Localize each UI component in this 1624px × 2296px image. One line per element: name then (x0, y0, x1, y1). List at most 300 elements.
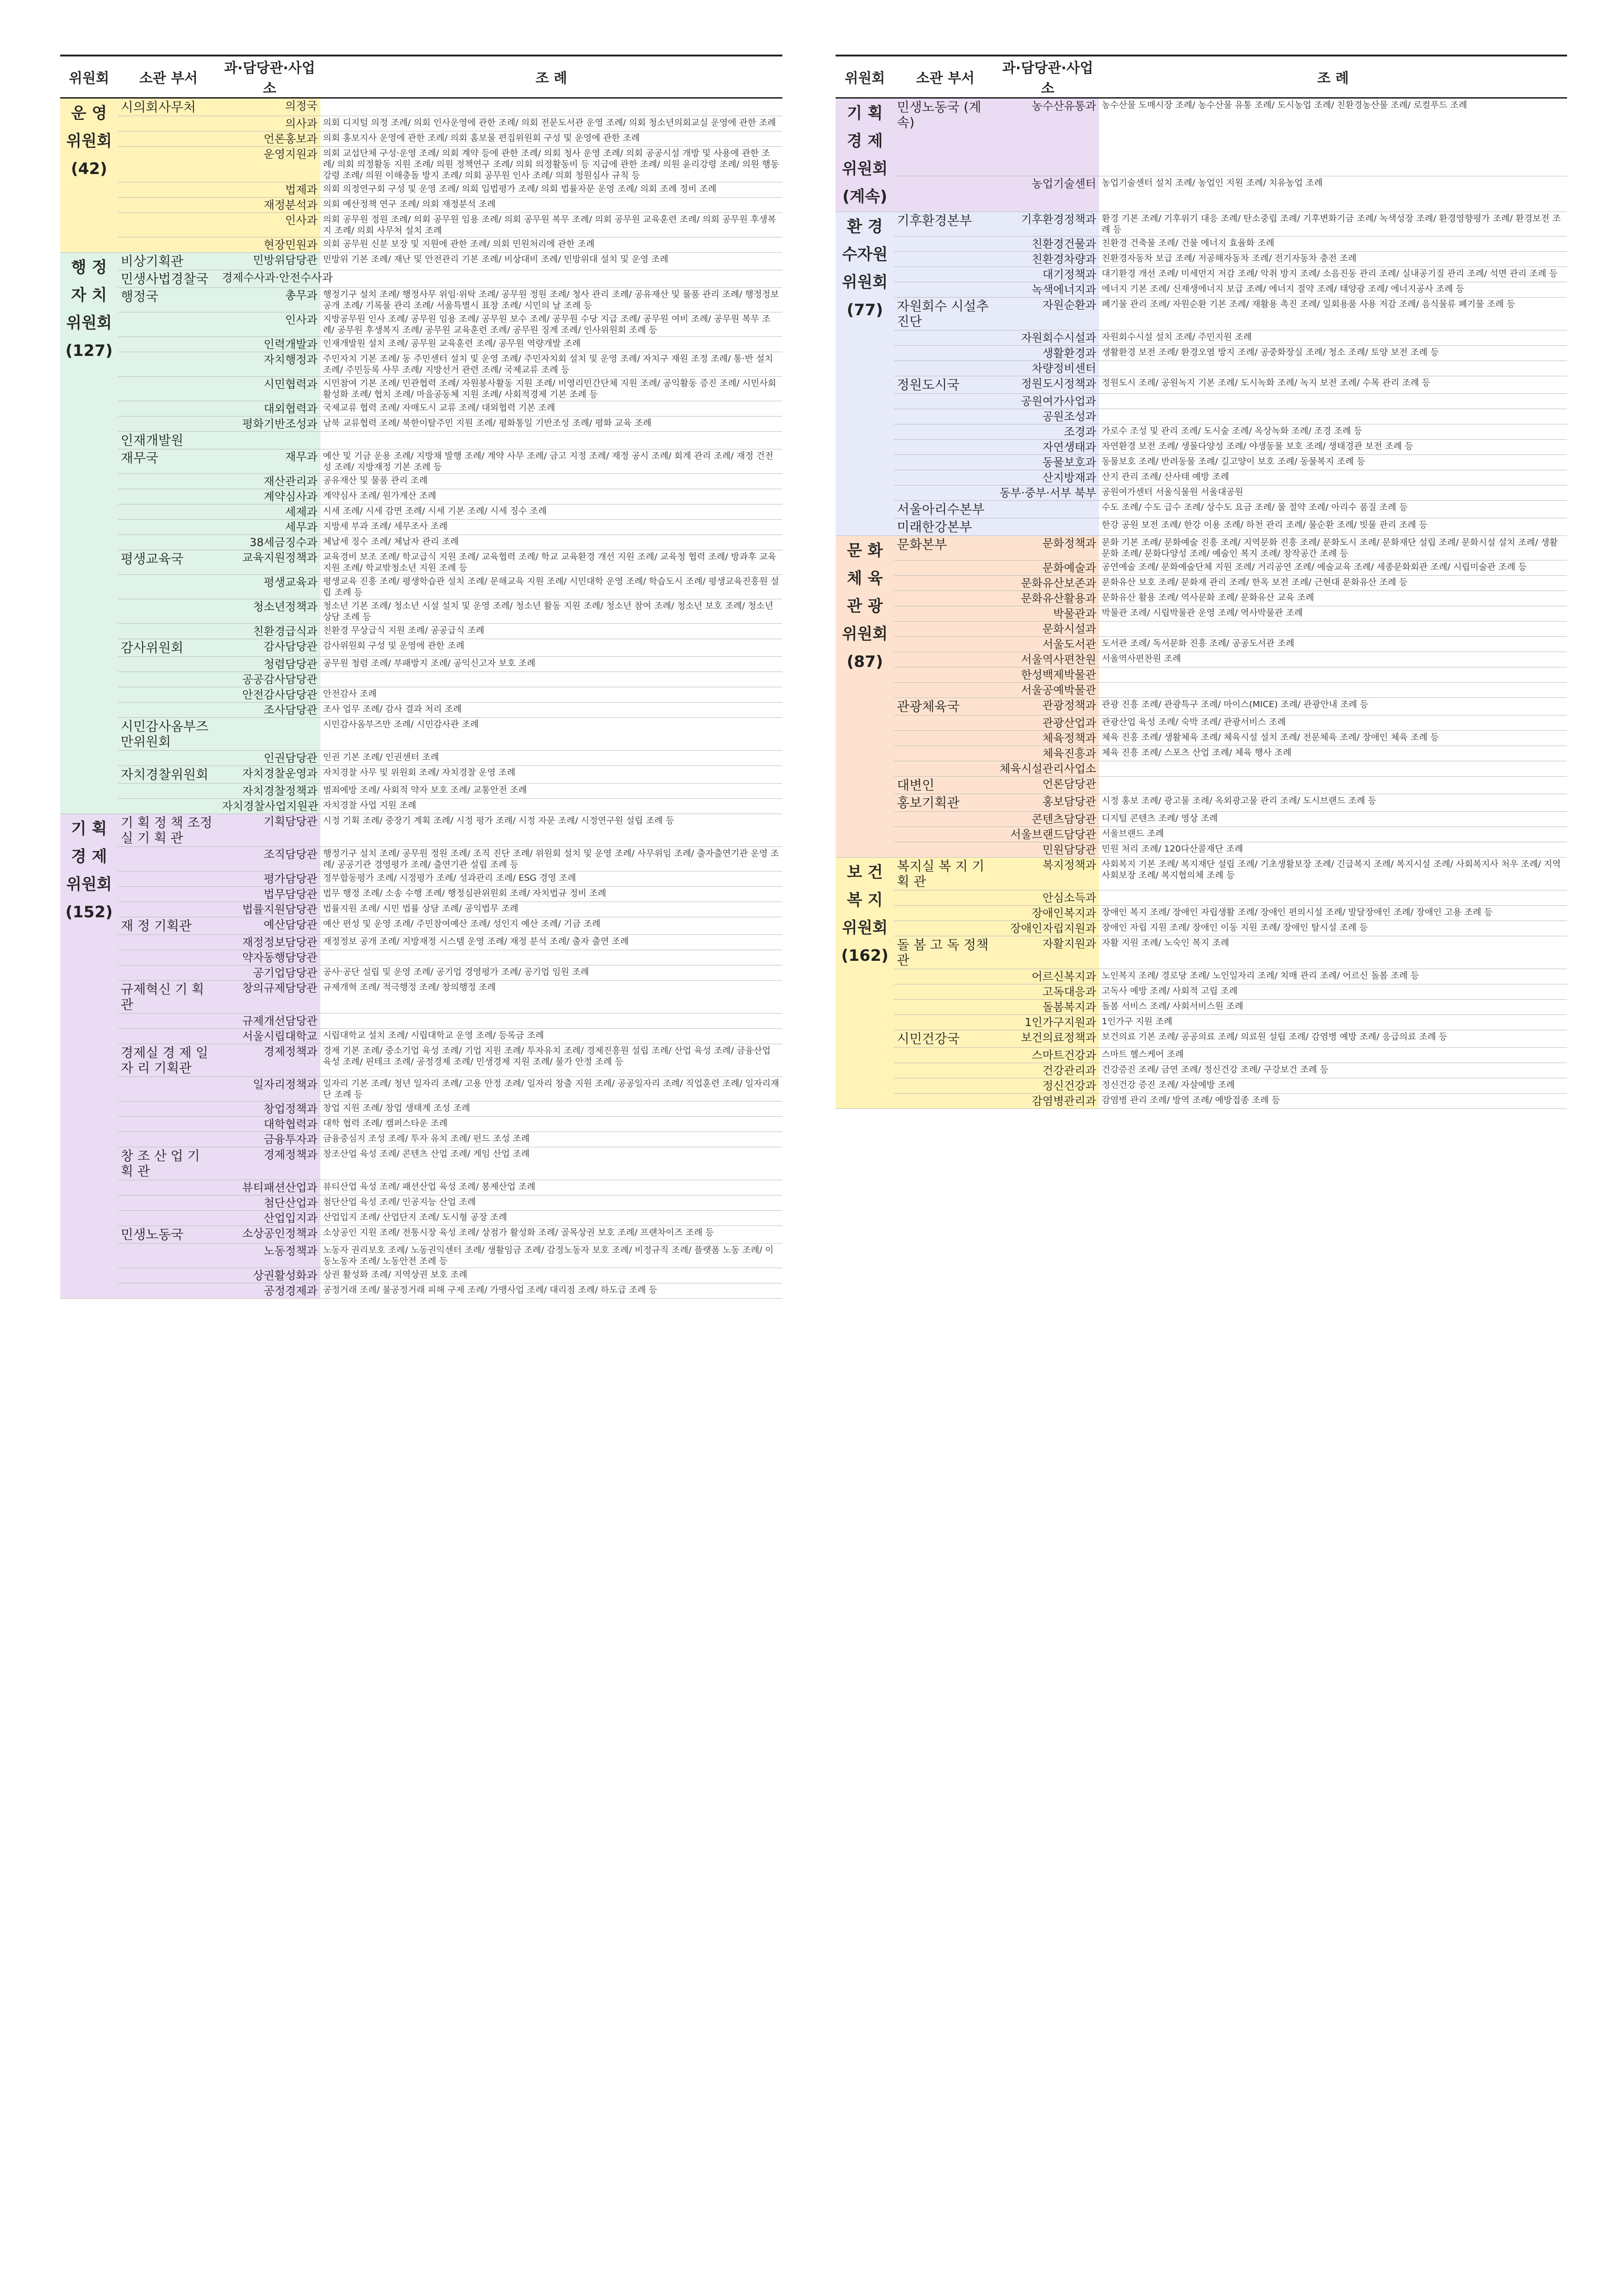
directory-row (836, 376, 1567, 394)
department-cell (894, 440, 996, 455)
department-cell (894, 1094, 996, 1109)
division-cell: 서울도서관 (997, 637, 1099, 652)
ordinance-cell: 산지 관리 조례/ 산사태 예방 조례 (1099, 470, 1567, 485)
ordinance-cell: 의회 의정연구회 구성 및 운영 조례/ 의회 입법평가 조례/ 의회 법률자문 운영 조례/ 의회 조례 정비 조례 (320, 182, 782, 198)
department-cell: 문화본부 (894, 536, 996, 560)
directory-row (60, 981, 782, 1014)
ordinance-cell: 한강 공원 보전 조례/ 한강 이용 조례/ 하천 관리 조례/ 물순환 조례/ 빗물 관리 조례 등 (1099, 518, 1567, 536)
department-cell: 시의회사무처 (118, 98, 219, 116)
ordinance-cell: 일자리 기본 조례/ 청년 일자리 조례/ 고용 안정 조례/ 일자리 창출 지원 조례/ 공공일자리 조례/ 직업훈련 조례/ 일자리재단 조례 등 (320, 1077, 782, 1101)
division-cell: 청소년정책과 (219, 599, 320, 624)
department-cell (118, 474, 219, 489)
directory-row (836, 518, 1567, 536)
department-cell (894, 1000, 996, 1015)
department-cell: 재 정 기획관 (118, 917, 219, 935)
directory-row (60, 1195, 782, 1211)
ordinance-cell: 도서관 조례/ 독서문화 진흥 조례/ 공공도서관 조례 (1099, 637, 1567, 652)
department-cell (894, 622, 996, 637)
division-cell: 규제개선담당관 (219, 1014, 320, 1029)
ordinance-cell (1099, 622, 1567, 637)
department-cell: 민생노동국 (계속) (894, 98, 996, 176)
department-cell (894, 746, 996, 761)
directory-row (60, 657, 782, 672)
directory-row (836, 560, 1567, 576)
ordinance-cell (320, 98, 782, 116)
department-cell (118, 417, 219, 432)
committee-name: 환 경 수자원 위원회 (77) (836, 212, 894, 536)
department-cell (894, 1015, 996, 1030)
division-cell: 1인가구지원과 (997, 1015, 1099, 1030)
division-cell: 첨단산업과 (219, 1195, 320, 1211)
division-cell (219, 432, 320, 449)
ordinance-cell: 공원여가센터 서울식물원 서울대공원 (1099, 485, 1567, 501)
division-cell: 장애인자립지원과 (997, 921, 1099, 936)
committee-name: 행 정 자 치 위원회 (127) (60, 253, 118, 814)
department-cell (118, 871, 219, 887)
header-committee: 위원회 (60, 56, 118, 98)
department-cell (118, 312, 219, 337)
division-cell: 어르신복지과 (997, 969, 1099, 984)
department-cell (118, 401, 219, 417)
ordinance-cell (1099, 890, 1567, 906)
division-cell: 소상공인정책과 (219, 1226, 320, 1244)
department-cell (894, 906, 996, 921)
division-cell: 공기업담당관 (219, 965, 320, 981)
department-cell (118, 377, 219, 401)
directory-row (60, 417, 782, 432)
directory-row (60, 1101, 782, 1117)
division-cell: 친환경건물과 (997, 236, 1099, 252)
division-cell: 기획담당관 (219, 814, 320, 847)
ordinance-cell: 관광산업 육성 조례/ 숙박 조례/ 관광서비스 조례 (1099, 716, 1567, 731)
department-cell (894, 576, 996, 591)
division-cell: 홍보담당관 (997, 794, 1099, 812)
directory-row (60, 98, 782, 116)
department-cell (118, 1211, 219, 1226)
ordinance-cell (320, 672, 782, 687)
department-cell (118, 504, 219, 520)
directory-row (60, 1132, 782, 1147)
ordinance-cell: 의회 공무원 정원 조례/ 의회 공무원 임용 조례/ 의회 공무원 복무 조례/ 의회 공무원 교육훈련 조례/ 의회 공무원 후생복지 조례/ 의회 사무처 설치 조례 (320, 213, 782, 237)
division-cell: 약자동행담당관 (219, 950, 320, 965)
department-cell (118, 887, 219, 902)
department-cell (118, 116, 219, 131)
department-cell (118, 703, 219, 718)
ordinance-cell: 의회 홍보지사 운영에 관한 조례/ 의회 홈보물 편집위원회 구성 및 운영에 관한 조례 (320, 131, 782, 147)
department-cell (894, 637, 996, 652)
ordinance-cell (320, 432, 782, 449)
department-cell: 평생교육국 (118, 550, 219, 575)
header-committee: 위원회 (836, 56, 894, 98)
department-cell: 자치경찰위원회 (118, 766, 219, 784)
committee-table-left (60, 55, 782, 1299)
directory-row (60, 237, 782, 253)
ordinance-cell (1099, 761, 1567, 777)
directory-row (836, 455, 1567, 470)
ordinance-cell: 첨단산업 육성 조례/ 인공지능 산업 조례 (320, 1195, 782, 1211)
ordinance-cell: 노동자 권리보호 조례/ 노동권익센터 조례/ 생활임금 조례/ 감정노동자 보호 조례/ 비정규직 조례/ 플랫폼 노동 조례/ 이동노동자 조례/ 노동안전 조례 등 (320, 1244, 782, 1268)
department-cell (894, 667, 996, 683)
department-cell (118, 624, 219, 639)
header-ordinance: 조 례 (1099, 56, 1567, 98)
directory-row (60, 131, 782, 147)
directory-row (60, 1044, 782, 1077)
ordinance-cell: 예산 및 기금 운용 조례/ 지방채 발행 조례/ 계약 사무 조례/ 금고 지정 조례/ 재정 공시 조례/ 회계 관리 조례/ 재정 건전성 조례/ 지방재정 기본 조례 등 (320, 449, 782, 474)
ordinance-cell (320, 1014, 782, 1029)
committee-name: 운 영 위원회 (42) (60, 98, 118, 253)
directory-row (836, 298, 1567, 330)
department-cell (894, 330, 996, 346)
division-cell: 운영지원과 (219, 147, 320, 182)
division-cell: 생활환경과 (997, 346, 1099, 361)
department-cell (118, 1195, 219, 1211)
ordinance-cell (320, 950, 782, 965)
committee-name: 기 획 경 제 위원회 (152) (60, 814, 118, 1299)
division-cell: 조경과 (997, 424, 1099, 440)
division-cell: 농수산유통과 (997, 98, 1099, 176)
department-cell (118, 935, 219, 950)
division-cell: 의정국 (219, 98, 320, 116)
department-cell (894, 731, 996, 746)
department-cell (118, 902, 219, 917)
directory-row (60, 1180, 782, 1195)
directory-row (60, 1029, 782, 1044)
division-cell: 자치경찰사업지원관 (219, 799, 320, 814)
department-cell: 민생노동국 (118, 1226, 219, 1244)
directory-row (836, 606, 1567, 622)
division-cell: 공공감사담당관 (219, 672, 320, 687)
department-cell (118, 599, 219, 624)
division-cell: 공정경제과 (219, 1283, 320, 1299)
division-cell: 노동정책과 (219, 1244, 320, 1268)
directory-row (60, 814, 782, 847)
directory-row (836, 667, 1567, 683)
division-cell: 예산담당관 (219, 917, 320, 935)
division-cell: 산지방재과 (997, 470, 1099, 485)
header-division: 과·담당관·사업소 (997, 56, 1099, 98)
committee-table-right (836, 55, 1567, 1109)
committee-name: 기 획 경 제 위원회 (계속) (836, 98, 894, 212)
division-cell: 법무담당관 (219, 887, 320, 902)
department-cell (118, 575, 219, 599)
department-cell (118, 687, 219, 703)
left-table-body (60, 98, 782, 1299)
division-cell: 자치경찰운영과 (219, 766, 320, 784)
department-cell (118, 182, 219, 198)
directory-row (60, 116, 782, 131)
ordinance-cell: 의회 디지털 의정 조례/ 의회 인사운영에 관한 조례/ 의회 전문도서관 운영 조례/ 의회 청소년의회교실 운영에 관한 조례 (320, 116, 782, 131)
ordinance-cell: 디지털 콘텐츠 조례/ 영상 조례 (1099, 812, 1567, 827)
department-cell (118, 213, 219, 237)
ordinance-cell: 예산 편성 및 운영 조례/ 주민참여예산 조례/ 성인지 예산 조례/ 기금 조례 (320, 917, 782, 935)
ordinance-cell: 친환경 무상급식 지원 조례/ 공공급식 조례 (320, 624, 782, 639)
division-cell: 문화시설과 (997, 622, 1099, 637)
department-cell: 기 획 정 책 조정실 기 획 관 (118, 814, 219, 847)
division-cell: 창업정책과 (219, 1101, 320, 1117)
division-cell: 자치행정과 (219, 352, 320, 377)
ordinance-cell: 노인복지 조례/ 경로당 조례/ 노인일자리 조례/ 치매 관리 조례/ 어르신 돌봄 조례 등 (1099, 969, 1567, 984)
division-cell: 문화유산보존과 (997, 576, 1099, 591)
ordinance-cell: 법률지원 조례/ 시민 법률 상담 조례/ 공익법무 조례 (320, 902, 782, 917)
directory-row (60, 751, 782, 766)
department-cell: 규제혁신 기 획 관 (118, 981, 219, 1014)
division-cell: 세제과 (219, 504, 320, 520)
division-cell: 동부·중부·서부 북부 (997, 485, 1099, 501)
ordinance-cell: 문화유산 활용 조례/ 역사문화 조례/ 문화유산 교육 조례 (1099, 591, 1567, 606)
department-cell: 민생사법경찰국 (118, 270, 219, 288)
division-cell (997, 501, 1099, 518)
directory-row (60, 639, 782, 657)
directory-row (836, 470, 1567, 485)
directory-row (836, 1030, 1567, 1048)
department-cell (894, 361, 996, 376)
directory-row (60, 871, 782, 887)
division-cell: 한성백제박물관 (997, 667, 1099, 683)
division-cell: 자활지원과 (997, 936, 1099, 969)
ordinance-cell: 행정기구 설치 조례/ 행정사무 위임·위탁 조례/ 공무원 정원 조례/ 청사 관리 조례/ 공유재산 및 물품 관리 조례/ 행정정보 공개 조례/ 기록물 관리 조례/ 서울특별시 표창 조례/ 시민의 날 조례 등 (320, 288, 782, 312)
ordinance-cell: 장애인 복지 조례/ 장애인 자립생활 조례/ 장애인 편의시설 조례/ 발달장애인 조례/ 장애인 고용 조례 등 (1099, 906, 1567, 921)
department-cell: 경제실 경 제 일 자 리 기획관 (118, 1044, 219, 1077)
department-cell (118, 131, 219, 147)
directory-row (836, 212, 1567, 236)
directory-row (60, 270, 782, 288)
division-cell: 의사과 (219, 116, 320, 131)
ordinance-cell: 가로수 조성 및 관리 조례/ 도시숲 조례/ 옥상녹화 조례/ 조경 조례 등 (1099, 424, 1567, 440)
ordinance-cell: 안전감사 조례 (320, 687, 782, 703)
ordinance-cell: 청소년 기본 조례/ 청소년 시설 설치 및 운영 조례/ 청소년 활동 지원 조례/ 청소년 참여 조례/ 청소년 보호 조례/ 청소년 상담 조례 등 (320, 599, 782, 624)
ordinance-cell: 범죄예방 조례/ 사회적 약자 보호 조례/ 교통안전 조례 (320, 784, 782, 799)
directory-row (60, 147, 782, 182)
ordinance-cell: 시정 홍보 조례/ 광고물 조례/ 옥외광고물 관리 조례/ 도시브랜드 조례 등 (1099, 794, 1567, 812)
division-cell: 평가담당관 (219, 871, 320, 887)
department-cell (894, 560, 996, 576)
department-cell: 시민감사옴부즈만위원회 (118, 718, 219, 751)
directory-row (60, 965, 782, 981)
ordinance-cell: 규제개혁 조례/ 적극행정 조례/ 창의행정 조례 (320, 981, 782, 1014)
ordinance-cell: 의회 공무원 신분 보장 및 지원에 관한 조례/ 의회 민원처리에 관한 조례 (320, 237, 782, 253)
ordinance-cell: 뷰티산업 육성 조례/ 패션산업 육성 조례/ 봉제산업 조례 (320, 1180, 782, 1195)
division-cell: 재정분석과 (219, 198, 320, 213)
department-cell (118, 672, 219, 687)
directory-row (836, 936, 1567, 969)
division-cell: 농업기술센터 (997, 176, 1099, 212)
department-cell (894, 282, 996, 298)
department-cell (118, 1268, 219, 1283)
division-cell: 창의규제담당관 (219, 981, 320, 1014)
department-cell (894, 606, 996, 622)
directory-row (836, 501, 1567, 518)
department-cell: 재무국 (118, 449, 219, 474)
directory-row (60, 288, 782, 312)
directory-row (60, 182, 782, 198)
ordinance-cell: 교육경비 보조 조례/ 학교급식 지원 조례/ 교육협력 조례/ 학교 교육환경 개선 지원 조례/ 교육청 협력 조례/ 방과후 교육 지원 조례/ 학교밖청소년 지원 조례 등 (320, 550, 782, 575)
division-cell (219, 718, 320, 751)
division-cell: 돌봄복지과 (997, 1000, 1099, 1015)
department-cell (894, 176, 996, 212)
directory-row (836, 794, 1567, 812)
division-cell (997, 518, 1099, 536)
division-cell: 법제과 (219, 182, 320, 198)
ordinance-cell: 주민자치 기본 조례/ 동 주민센터 설치 및 운영 조례/ 주민자치회 설치 및 운영 조례/ 자치구 재원 조정 조례/ 통·반 설치 조례/ 주민등록 사무 조례/ 지방선거 관련 조례/ 국제교류 조례 등 (320, 352, 782, 377)
directory-row (60, 1211, 782, 1226)
ordinance-cell: 계약심사 조례/ 원가계산 조례 (320, 489, 782, 504)
department-cell (118, 1101, 219, 1117)
left-column (60, 55, 782, 2271)
ordinance-cell: 자활 지원 조례/ 노숙인 복지 조례 (1099, 936, 1567, 969)
directory-row (60, 352, 782, 377)
division-cell: 재산관리과 (219, 474, 320, 489)
ordinance-cell: 인재개발원 설치 조례/ 공무원 교육훈련 조례/ 공무원 역량개발 조례 (320, 337, 782, 352)
division-cell: 관광정책과 (997, 698, 1099, 716)
ordinance-cell: 감염병 관리 조례/ 방역 조례/ 예방접종 조례 등 (1099, 1094, 1567, 1109)
division-cell: 차량정비센터 (997, 361, 1099, 376)
directory-row (836, 652, 1567, 667)
directory-row (836, 424, 1567, 440)
ordinance-cell: 경제 기본 조례/ 중소기업 육성 조례/ 기업 지원 조례/ 투자유치 조례/ 경제진흥원 설립 조례/ 산업 육성 조례/ 금융산업 육성 조례/ 핀테크 조례/ 공정경제 조례/ 민생경제 지원 조례/ 물가 안정 조례 등 (320, 1044, 782, 1077)
department-cell (118, 1077, 219, 1101)
ordinance-cell: 행정기구 설치 조례/ 공무원 정원 조례/ 조직 진단 조례/ 위원회 설치 및 운영 조례/ 사무위임 조례/ 출자출연기관 운영 조례/ 공공기관 경영평가 조례/ 출연기관 설립 조례 등 (320, 847, 782, 871)
department-cell (894, 969, 996, 984)
directory-row (836, 1063, 1567, 1078)
directory-row (836, 761, 1567, 777)
right-table-body (836, 98, 1567, 1109)
directory-row (60, 718, 782, 751)
ordinance-cell: 공연예술 조례/ 문화예술단체 지원 조례/ 거리공연 조례/ 예술교육 조례/ 세종문화회관 조례/ 시립미술관 조례 등 (1099, 560, 1567, 576)
division-cell: 대외협력과 (219, 401, 320, 417)
directory-row (836, 842, 1567, 858)
directory-row (60, 847, 782, 871)
ordinance-cell: 시민감사옴부즈만 조례/ 시민감사관 조례 (320, 718, 782, 751)
ordinance-cell: 체육 진흥 조례/ 생활체육 조례/ 체육시설 설치 조례/ 전문체육 조례/ 장애인 체육 조례 등 (1099, 731, 1567, 746)
ordinance-cell: 문화 기본 조례/ 문화예술 진흥 조례/ 지역문화 진흥 조례/ 문화도시 조례/ 문화재단 설립 조례/ 문화시설 설치 조례/ 생활문화 조례/ 문화다양성 조례/ 예술인 복지 조례/ 창작공간 조례 등 (1099, 536, 1567, 560)
division-cell: 대기정책과 (997, 267, 1099, 282)
division-cell: 기후환경정책과 (997, 212, 1099, 236)
ordinance-cell: 친환경 건축물 조례/ 건물 에너지 효율화 조례 (1099, 236, 1567, 252)
committee-name: 문 화 체 육 관 광 위원회 (87) (836, 536, 894, 858)
ordinance-cell: 감사위원회 구성 및 운영에 관한 조례 (320, 639, 782, 657)
division-cell: 인력개발과 (219, 337, 320, 352)
ordinance-cell: 법무 행정 조례/ 소송 수행 조례/ 행정심판위원회 조례/ 자치법규 정비 조례 (320, 887, 782, 902)
department-cell (894, 424, 996, 440)
ordinance-cell: 시세 조례/ 시세 감면 조례/ 시세 기본 조례/ 시세 징수 조례 (320, 504, 782, 520)
division-cell: 법률지원담당관 (219, 902, 320, 917)
division-cell: 공원조성과 (997, 409, 1099, 424)
directory-row (60, 535, 782, 550)
department-cell (118, 657, 219, 672)
department-cell (894, 827, 996, 842)
department-cell: 관광체육국 (894, 698, 996, 716)
department-cell (894, 812, 996, 827)
division-cell: 민방위담당관 (219, 253, 320, 270)
ordinance-cell: 자연환경 보전 조례/ 생물다양성 조례/ 야생동물 보호 조례/ 생태경관 보전 조례 등 (1099, 440, 1567, 455)
department-cell (894, 591, 996, 606)
department-cell (118, 1180, 219, 1195)
ordinance-cell: 장애인 자립 지원 조례/ 장애인 이동 지원 조례/ 장애인 탈시설 조례 등 (1099, 921, 1567, 936)
division-cell: 문화유산활용과 (997, 591, 1099, 606)
department-cell (118, 489, 219, 504)
ordinance-cell (1099, 683, 1567, 698)
division-cell: 정원도시정책과 (997, 376, 1099, 394)
ordinance-cell: 국제교류 협력 조례/ 자매도시 교류 조례/ 대외협력 기본 조례 (320, 401, 782, 417)
directory-row (836, 98, 1567, 176)
division-cell: 친환경급식과 (219, 624, 320, 639)
department-cell (894, 842, 996, 858)
directory-row (60, 520, 782, 535)
directory-row (60, 575, 782, 599)
ordinance-cell: 서울역사편찬원 조례 (1099, 652, 1567, 667)
ordinance-cell: 대학 협력 조례/ 캠퍼스타운 조례 (320, 1117, 782, 1132)
division-cell: 건강관리과 (997, 1063, 1099, 1078)
division-cell: 민원담당관 (997, 842, 1099, 858)
ordinance-cell: 농업기술센터 설치 조례/ 농업인 지원 조례/ 치유농업 조례 (1099, 176, 1567, 212)
header-division: 과·담당관·사업소 (219, 56, 320, 98)
division-cell: 체육정책과 (997, 731, 1099, 746)
department-cell (118, 1283, 219, 1299)
division-cell: 경제정책과 (219, 1044, 320, 1077)
department-cell: 비상기획관 (118, 253, 219, 270)
division-cell: 정신건강과 (997, 1078, 1099, 1094)
department-cell: 감사위원회 (118, 639, 219, 657)
ordinance-cell: 보건의료 기본 조례/ 공공의료 조례/ 의료원 설립 조례/ 감염병 예방 조례/ 응급의료 조례 등 (1099, 1030, 1567, 1048)
ordinance-cell: 박물관 조례/ 시립박물관 운영 조례/ 역사박물관 조례 (1099, 606, 1567, 622)
division-cell: 산업입지과 (219, 1211, 320, 1226)
directory-row (836, 637, 1567, 652)
directory-row (836, 858, 1567, 890)
department-cell (894, 683, 996, 698)
directory-row (836, 409, 1567, 424)
header-department: 소관 부서 (894, 56, 996, 98)
department-cell: 창 조 산 업 기 획 관 (118, 1147, 219, 1180)
ordinance-cell: 환경 기본 조례/ 기후위기 대응 조례/ 탄소중립 조례/ 기후변화기금 조례/ 녹색성장 조례/ 환경영향평가 조례/ 환경보전 조례 등 (1099, 212, 1567, 236)
division-cell: 재무과 (219, 449, 320, 474)
division-cell: 복지정책과 (997, 858, 1099, 890)
division-cell: 스마트건강과 (997, 1048, 1099, 1063)
ordinance-cell: 에너지 기본 조례/ 신재생에너지 보급 조례/ 에너지 절약 조례/ 태양광 조례/ 에너지공사 조례 등 (1099, 282, 1567, 298)
division-cell: 동물보호과 (997, 455, 1099, 470)
division-cell: 문화정책과 (997, 536, 1099, 560)
division-cell: 감염병관리과 (997, 1094, 1099, 1109)
directory-row (60, 1117, 782, 1132)
division-cell: 재정정보담당관 (219, 935, 320, 950)
division-cell: 자치경찰정책과 (219, 784, 320, 799)
department-cell (118, 337, 219, 352)
ordinance-cell: 평생교육 진흥 조례/ 평생학습관 설치 조례/ 문해교육 지원 조례/ 시민대학 운영 조례/ 학습도시 조례/ 평생교육진흥원 설립 조례 등 (320, 575, 782, 599)
directory-row (836, 591, 1567, 606)
division-cell: 조직담당관 (219, 847, 320, 871)
division-cell: 자원순환과 (997, 298, 1099, 330)
department-cell: 인재개발원 (118, 432, 219, 449)
department-cell (894, 394, 996, 409)
ordinance-cell: 대기환경 개선 조례/ 미세먼지 저감 조례/ 악취 방지 조례/ 소음진동 관리 조례/ 실내공기질 관리 조례/ 석면 관리 조례 등 (1099, 267, 1567, 282)
department-cell (894, 485, 996, 501)
department-cell: 시민건강국 (894, 1030, 996, 1048)
department-cell (118, 1117, 219, 1132)
directory-row (60, 489, 782, 504)
ordinance-cell: 공무원 청렴 조례/ 부패방지 조례/ 공익신고자 보호 조례 (320, 657, 782, 672)
department-cell: 대변인 (894, 777, 996, 794)
directory-row (60, 504, 782, 520)
directory-row (60, 432, 782, 449)
division-cell: 체육진흥과 (997, 746, 1099, 761)
ordinance-cell (1099, 361, 1567, 376)
division-cell: 인권담당관 (219, 751, 320, 766)
ordinance-cell: 사회복지 기본 조례/ 복지재단 설립 조례/ 기초생활보장 조례/ 긴급복지 조례/ 복지시설 조례/ 사회복지사 처우 조례/ 지역사회보장 조례/ 복지협의체 조례 등 (1099, 858, 1567, 890)
directory-row (836, 346, 1567, 361)
directory-row (60, 917, 782, 935)
directory-row (60, 337, 782, 352)
department-cell: 행정국 (118, 288, 219, 312)
department-cell: 정원도시국 (894, 376, 996, 394)
